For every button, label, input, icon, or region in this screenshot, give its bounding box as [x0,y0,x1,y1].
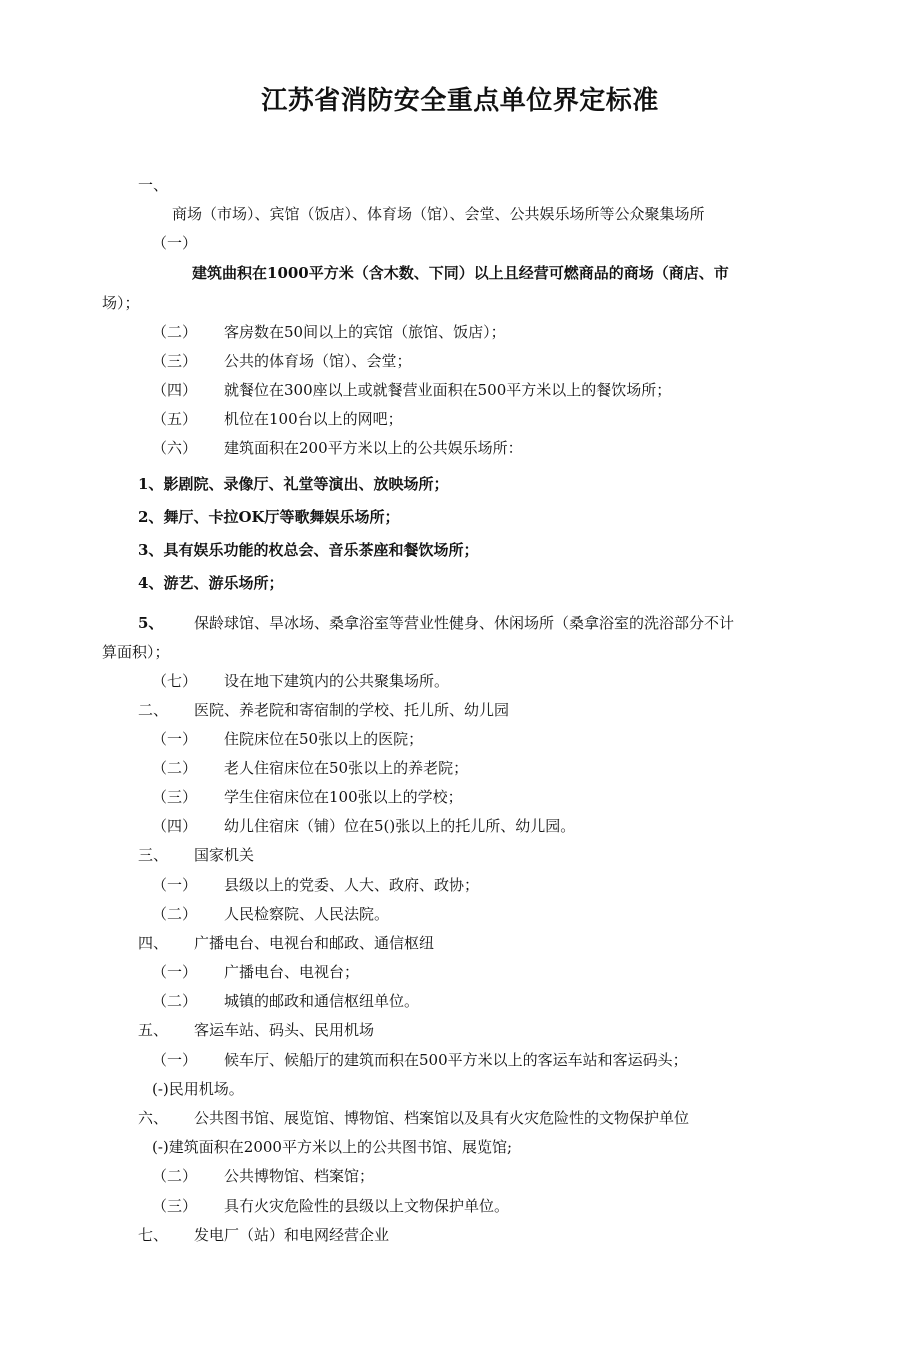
sub-list-item [138,507,400,527]
line-text: 公共的体育场（馆）、会堂； [224,352,412,370]
item-number [152,233,197,253]
section-number: 三、 [138,846,169,864]
line-text: 建筑面积在2000平方米以上的公共图书馆、展览馆; [168,1138,513,1156]
item-number-label: （三） [152,1197,198,1215]
section-heading-1 [138,175,168,195]
list-item [152,1196,509,1216]
line-text: 客房数在50间以上的宾馆（旅馆、饭店）； [224,323,506,341]
item-text-continuation [102,293,140,313]
list-item [152,322,506,342]
item-number-label: 1、 [138,475,164,493]
item-number-label: （四） [152,381,198,399]
line-text: 算面积）； [102,643,170,661]
item-number-label: （一） [152,876,198,894]
line-text: 游艺、游乐场所； [163,574,284,592]
item-number-label: （一） [152,1051,198,1069]
line-text: 设在地下建筑内的公共聚集场所。 [224,672,450,690]
line-text: 住院床位在50张以上的医院； [224,730,424,748]
item-number-label: 3、 [138,541,164,559]
section-title-1 [172,204,705,224]
list-item [152,1079,244,1099]
list-item [152,816,575,836]
item-number-label: （五） [152,410,198,428]
item-number-label: （四） [152,817,198,835]
section-heading-3 [138,845,254,865]
list-item [152,729,423,749]
line-text: 影剧院、录像厅、礼堂等演出、放映场所； [163,475,449,493]
section-heading-2 [138,700,509,720]
list-item [152,1050,688,1070]
sub-list-item [138,613,734,633]
line-text: 学生住宿床位在100张以上的学校； [224,788,463,806]
item-number-label: 4、 [138,574,164,592]
item-number-label: (-) [152,1080,169,1098]
sub-list-item [138,540,478,560]
item-text-continuation [102,642,170,662]
section-heading-6 [138,1108,689,1128]
line-text: 具冇火灾危险性的县级以上文物保护单位。 [224,1197,510,1215]
line-text: 人民检察院、人民法院。 [224,905,390,923]
line-text: 具有娱乐功能的枚总会、音乐茶座和餐饮场所； [163,541,479,559]
list-item [152,409,403,429]
line-text: 公共图书馆、展览馆、博物馆、档案馆以及具有火灾危险性的文物保护单位 [194,1109,690,1127]
sub-list-item [138,474,448,494]
item-number-label: (-) [152,1138,169,1156]
page-title: 江苏省消防安全重点单位界定标准 [261,86,659,116]
list-item [152,351,412,371]
sub-list-item [138,573,283,593]
list-item [152,1166,374,1186]
line-text: 国家机关 [194,846,255,864]
item-number-label: （二） [152,905,198,923]
section-number: 五、 [138,1021,169,1039]
section-heading-7 [138,1225,389,1245]
line-text: 客运车站、码头、民用机场 [194,1021,375,1039]
line-text: 商场（市场）、宾馆（饭店）、体育场（馆）、会堂、公共娱乐场所等公众聚集场所 [172,205,705,223]
line-text: 老人住宿床位在50张以上的养老院； [224,759,469,777]
list-item [152,438,523,458]
list-item [152,875,479,895]
line-text: 发电厂（站）和电网经营企业 [194,1226,390,1244]
line-text: 广播电台、电视台和邮政、通信枢纽 [194,934,435,952]
list-item [152,380,671,400]
line-text: 场）； [102,294,140,312]
item-number-label: （一） [152,234,198,252]
item-number-label: （三） [152,788,198,806]
section-heading-4 [138,933,434,953]
line-text: 广播电台、电视台； [224,963,360,981]
line-text: 医院、养老院和寄宿制的学校、托儿所、幼儿园 [194,701,510,719]
line-text: 机位在100台以上的网吧； [224,410,403,428]
item-number-label: （二） [152,1167,198,1185]
line-text: 县级以上的党委、人大、政府、政协； [224,876,480,894]
item-number-label: （六） [152,439,198,457]
item-number-label: 2、 [138,508,164,526]
section-heading-5 [138,1020,374,1040]
section-number: 二、 [138,701,169,719]
line-text: 舞厅、卡拉OK厅等歌舞娱乐场所； [163,508,400,526]
list-item [152,1137,512,1157]
item-number-label: 5、 [138,614,164,632]
item-number-label: （七） [152,672,198,690]
list-item [152,758,468,778]
item-number-label: （一） [152,730,198,748]
section-number: 四、 [138,934,169,952]
item-number-label: （一） [152,963,198,981]
list-item [152,787,463,807]
section-number: 六、 [138,1109,169,1127]
line-text: 就餐位在300座以上或就餐营业面积在500平方米以上的餐饮场所； [224,381,672,399]
line-text: 城镇的邮政和通信枢纽单位。 [224,992,420,1010]
item-text [192,263,729,283]
line-text: 民用机场。 [168,1080,244,1098]
line-text: 候车厅、候船厅的建筑而积在500平方米以上的客运车站和客运码头； [224,1051,688,1069]
list-item [152,671,449,691]
list-item [152,962,359,982]
item-number-label: （三） [152,352,198,370]
line-text: 保龄球馆、旱冰场、桑拿浴室等营业性健身、休闲场所（桑拿浴室的洗浴部分不计 [194,614,735,632]
item-number-label: （二） [152,992,198,1010]
line-text: 公共博物馆、档案馆； [224,1167,375,1185]
item-number-label: （二） [152,759,198,777]
section-number: 七、 [138,1226,169,1244]
list-item [152,991,419,1011]
list-item [152,904,389,924]
line-text: 建筑曲积在1000平方米（含木数、下同）以上且经营可燃商品的商场（商店、市 [192,264,729,282]
line-text: 幼儿住宿床（铺）位在5()张以上的托儿所、幼儿园。 [224,817,576,835]
line-text: 建筑面积在200平方米以上的公共娱乐场所： [224,439,523,457]
section-number: 一、 [138,176,169,194]
item-number-label: （二） [152,323,198,341]
